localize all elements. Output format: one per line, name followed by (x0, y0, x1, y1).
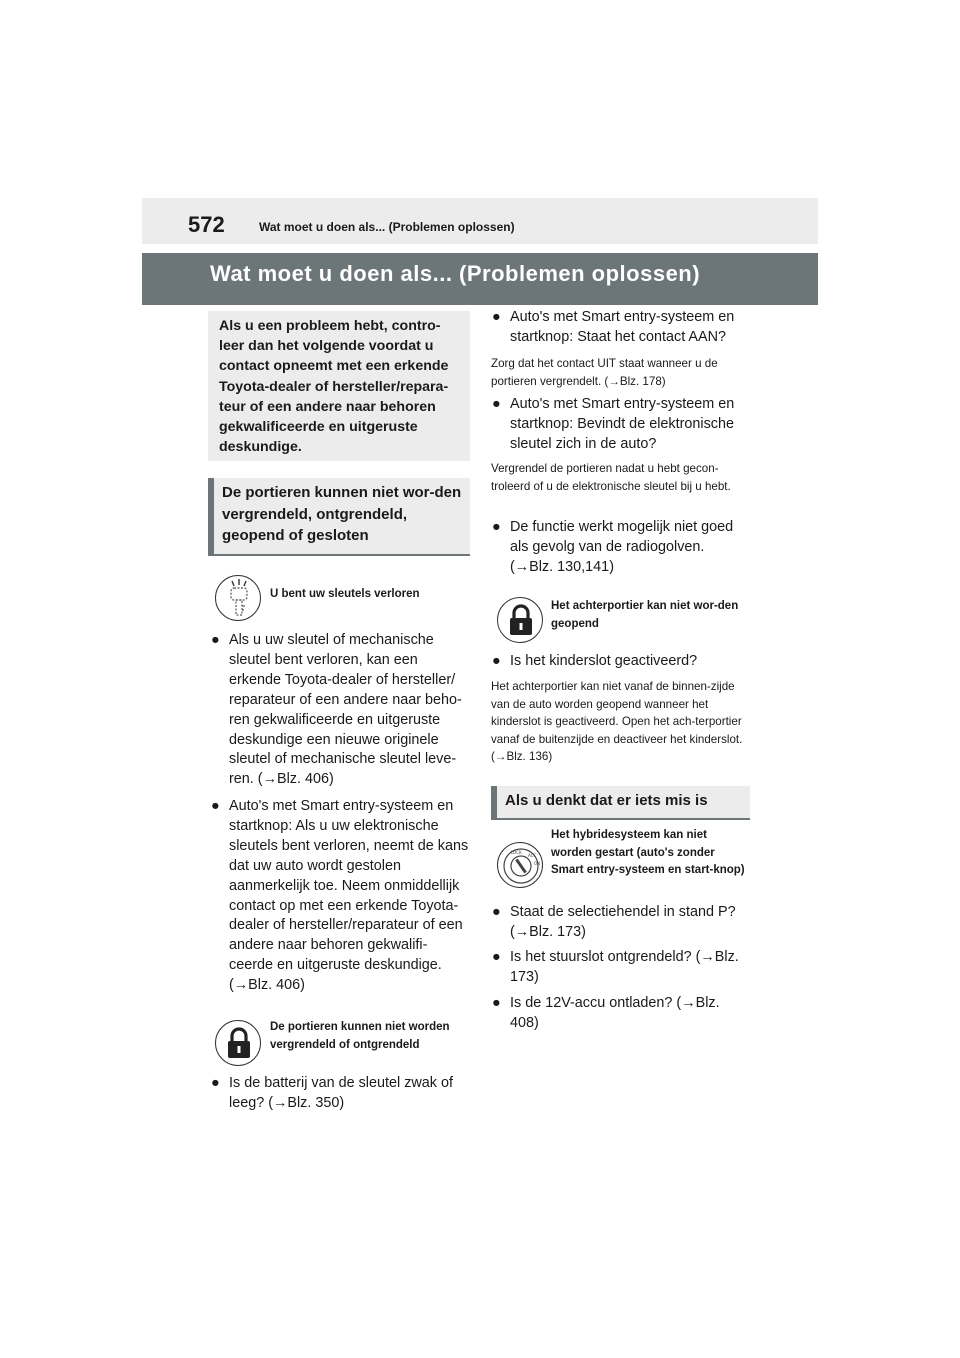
bullet-lost-key (210, 631, 470, 790)
bullet-lost-electronic-key (210, 797, 470, 996)
bullet-text: Auto's met Smart entry-systeem en startknop: Bevindt de elektronische sleutel zich in de auto? (510, 396, 735, 452)
title-bar (142, 253, 818, 305)
page-title: Wat moet u doen als... (Problemen oplossen) (210, 261, 701, 286)
bullet-dot: ● (492, 309, 501, 325)
bullet-text: Als u uw sleutel of mechanische sleutel bent verloren, kan een erkende Toyota-dealer of hersteller/ reparateur of een andere naar beho-ren gekwalificeerde en uitgeruste deskundige een nieuwe originele sleutel of mechanische sleutel leve-ren. (→Blz. 406) (229, 632, 462, 788)
bullet-dot: ● (492, 519, 501, 535)
bullet-text: Is de batterij van de sleutel zwak of leeg? (→Blz. 350) (229, 1075, 453, 1111)
bullet-contact-on (491, 308, 751, 348)
svg-text:ON: ON (534, 861, 541, 866)
bullet-text: Is de 12V-accu ontladen? (→Blz. 408) (510, 995, 720, 1031)
bullet-radio-waves (491, 518, 751, 578)
bullet-dot: ● (211, 1075, 220, 1091)
lock-icon (497, 597, 543, 643)
lost-key-icon (215, 575, 261, 621)
running-title: Wat moet u doen als... (Problemen oplossen) (259, 220, 515, 234)
lock-icon (215, 1020, 261, 1066)
svg-text:ACC: ACC (528, 853, 537, 858)
section-heading-doors: De portieren kunnen niet wor-den vergrendeld, ontgrendeld, geopend of gesloten (208, 478, 470, 556)
note-contact-off: Zorg dat het contact UIT staat wanneer u de portieren vergrendelt. (→Blz. 178) (491, 357, 718, 388)
bullet-12v-battery (491, 994, 751, 1034)
doors-lock-label: De portieren kunnen niet worden vergrendeld of ontgrendeld (270, 1021, 450, 1051)
bullet-text: Auto's met Smart entry-systeem en startknop: Als u uw elektronische sleutels bent verloren, neemt de kans dat uw auto wordt gestolen aanmerkelijk toe. Neem onmiddellijk contact op met een erkende Toyota-dealer of hersteller/reparateur of een andere naar behoren gekwalifi-ceerde en uitgeruste deskundige. (→Blz. 406) (229, 798, 469, 994)
lost-keys-label: U bent uw sleutels verloren (270, 588, 420, 600)
bullet-text: Is het kinderslot geactiveerd? (510, 653, 698, 669)
bullet-dot: ● (492, 396, 501, 412)
rear-door-label: Het achterportier kan niet wor-den geopend (551, 600, 739, 630)
bullet-dot: ● (492, 904, 501, 920)
bullet-text: Auto's met Smart entry-systeem en startknop: Staat het contact AAN? (510, 309, 735, 345)
ignition-switch-icon (497, 842, 543, 888)
intro-box: Als u een probleem hebt, contro-leer dan het volgende voordat u contact opneemt met een erkende Toyota-dealer of hersteller/repara-teur of een andere naar behoren gekwalificeerde en uitgeruste deskundige. (208, 311, 470, 461)
bullet-text: Is het stuurslot ontgrendeld? (→Blz. 173) (510, 949, 739, 985)
bullet-dot: ● (492, 995, 501, 1011)
svg-text:LOCK: LOCK (511, 850, 522, 855)
bullet-dot: ● (211, 798, 220, 814)
page-number: 572 (188, 212, 225, 237)
bullet-shift-p (491, 903, 751, 943)
bullet-text: De functie werkt mogelijk niet goed als gevolg van de radiogolven. (→Blz. 130,141) (510, 519, 734, 575)
note-child-lock: Het achterportier kan niet vanaf de binnen-zijde van de auto worden geopend wanneer het kinderslot is geactiveerd. Open het ach-terportier vanaf de buitenzijde en deactiveer het kinderslot. (→Blz. 136) (491, 680, 743, 763)
bullet-child-lock (491, 652, 751, 672)
note-check-key: Vergrendel de portieren nadat u hebt gecon-troleerd of u de elektronische sleutel bij u hebt. (491, 462, 731, 493)
hybrid-start-label: Het hybridesysteem kan niet worden gestart (auto's zonder Smart entry-systeem en start-knop) (551, 829, 745, 876)
bullet-text: Staat de selectiehendel in stand P? (→Blz. 173) (510, 904, 736, 940)
bullet-steering-lock (491, 948, 751, 988)
bullet-dot: ● (492, 653, 501, 669)
bullet-dot: ● (211, 632, 220, 648)
bullet-key-in-car (491, 395, 751, 455)
bullet-key-battery (210, 1074, 470, 1114)
bullet-dot: ● (492, 949, 501, 965)
section-heading-something-wrong: Als u denkt dat er iets mis is (491, 786, 750, 820)
